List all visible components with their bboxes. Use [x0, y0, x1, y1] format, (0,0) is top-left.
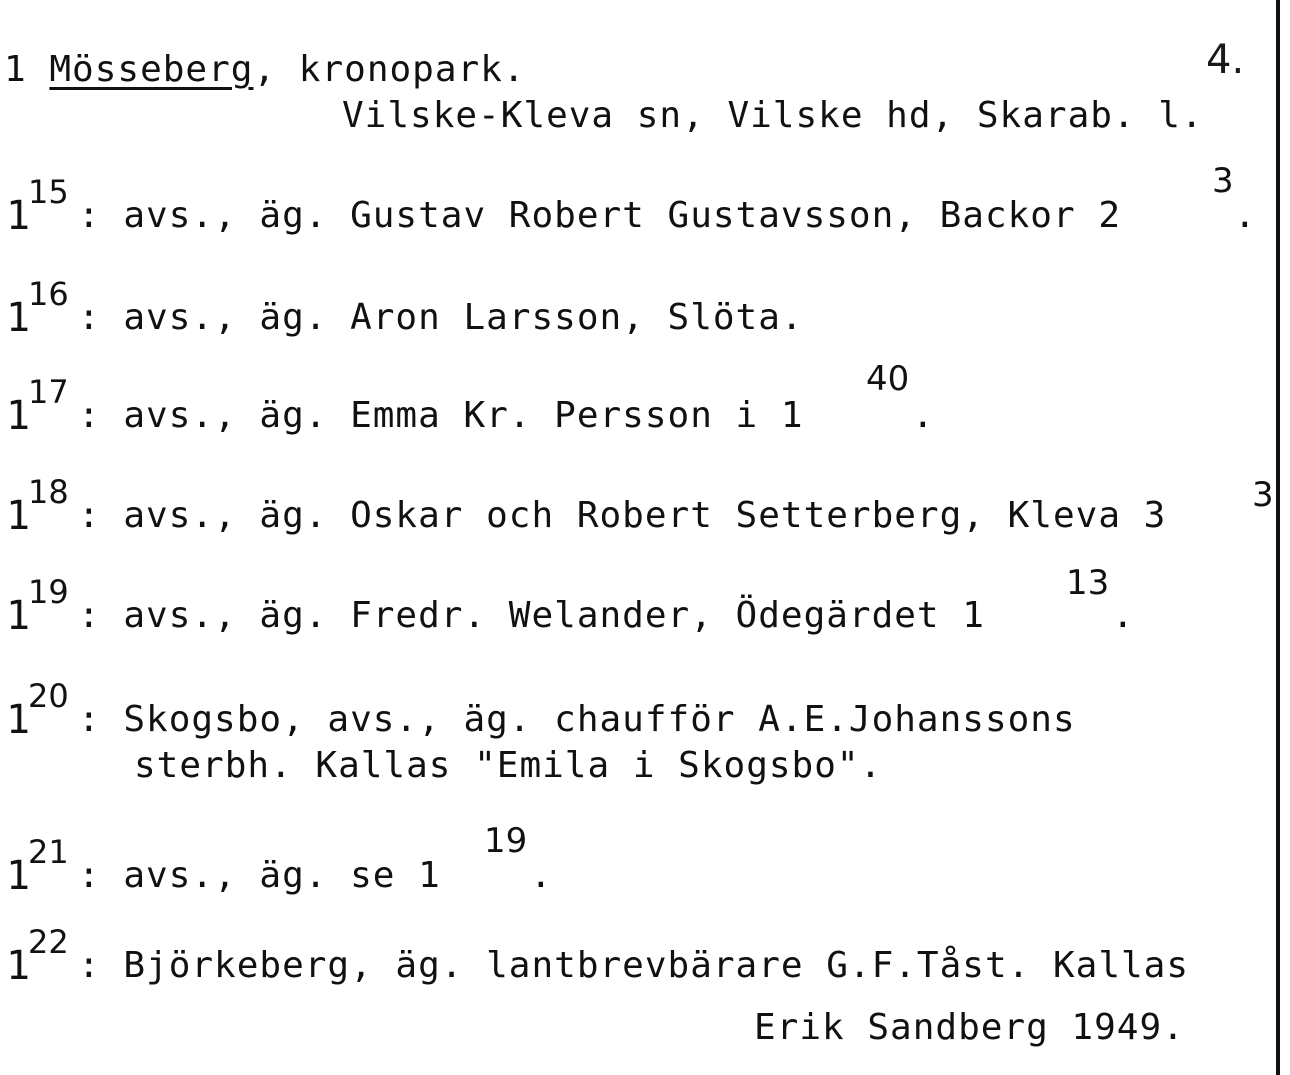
entry-text: : avs., äg. Fredr. Welander, Ödegärdet 1: [78, 595, 985, 636]
entry-number: 1: [6, 295, 31, 341]
entry-superscript: 21: [28, 833, 69, 871]
header-number: 1: [4, 49, 27, 90]
entry-text: : avs., äg. se 1: [78, 855, 441, 896]
entry-superscript: 15: [28, 173, 69, 211]
entry-number: 1: [6, 193, 31, 239]
entry-tail: .: [912, 395, 935, 436]
entry-text: : Björkeberg, äg. lantbrevbärare G.F.Tåst. Kallas: [78, 945, 1190, 986]
entry-superscript: 19: [28, 573, 69, 611]
entry-text: : avs., äg. Oskar och Robert Setterberg, Kleva 3: [78, 495, 1167, 536]
right-margin-line: [1276, 0, 1280, 1075]
entry-number: 1: [6, 697, 31, 743]
handwritten-superscript: 19: [484, 821, 528, 861]
entry-number: 1: [6, 853, 31, 899]
entry-superscript: 20: [28, 677, 69, 715]
entry-number: 1: [6, 393, 31, 439]
entry-text-continued: sterbh. Kallas "Emila i Skogsbo".: [134, 745, 883, 786]
entry-tail: .: [530, 855, 553, 896]
card-header-line: [4, 50, 526, 90]
entry-tail: .: [1112, 595, 1135, 636]
entry-text: : avs., äg. Aron Larsson, Slöta.: [78, 297, 804, 338]
place-rest: , kronopark.: [253, 49, 526, 90]
entry-superscript: 16: [28, 275, 69, 313]
entry-text: : avs., äg. Emma Kr. Persson i 1: [78, 395, 804, 436]
entry-tail: .: [1234, 195, 1257, 236]
entry-superscript: 17: [28, 373, 69, 411]
place-name: Mösseberg: [49, 49, 254, 90]
entry-number: 1: [6, 943, 31, 989]
entry-number: 1: [6, 593, 31, 639]
location-line: Vilske-Kleva sn, Vilske hd, Skarab. l.: [342, 95, 1204, 136]
entry-text: : Skogsbo, avs., äg. chaufför A.E.Johanssons: [78, 699, 1076, 740]
entry-superscript: 18: [28, 473, 69, 511]
handwritten-superscript: 3: [1212, 161, 1234, 201]
handwritten-superscript: 3: [1252, 475, 1274, 515]
signature: Erik Sandberg 1949.: [754, 1007, 1185, 1048]
handwritten-superscript: 40: [866, 359, 910, 399]
handwritten-superscript: 13: [1066, 563, 1110, 603]
entry-number: 1: [6, 493, 31, 539]
entry-superscript: 22: [28, 923, 69, 961]
card-number: 4.: [1206, 37, 1245, 83]
entry-text: : avs., äg. Gustav Robert Gustavsson, Backor 2: [78, 195, 1121, 236]
